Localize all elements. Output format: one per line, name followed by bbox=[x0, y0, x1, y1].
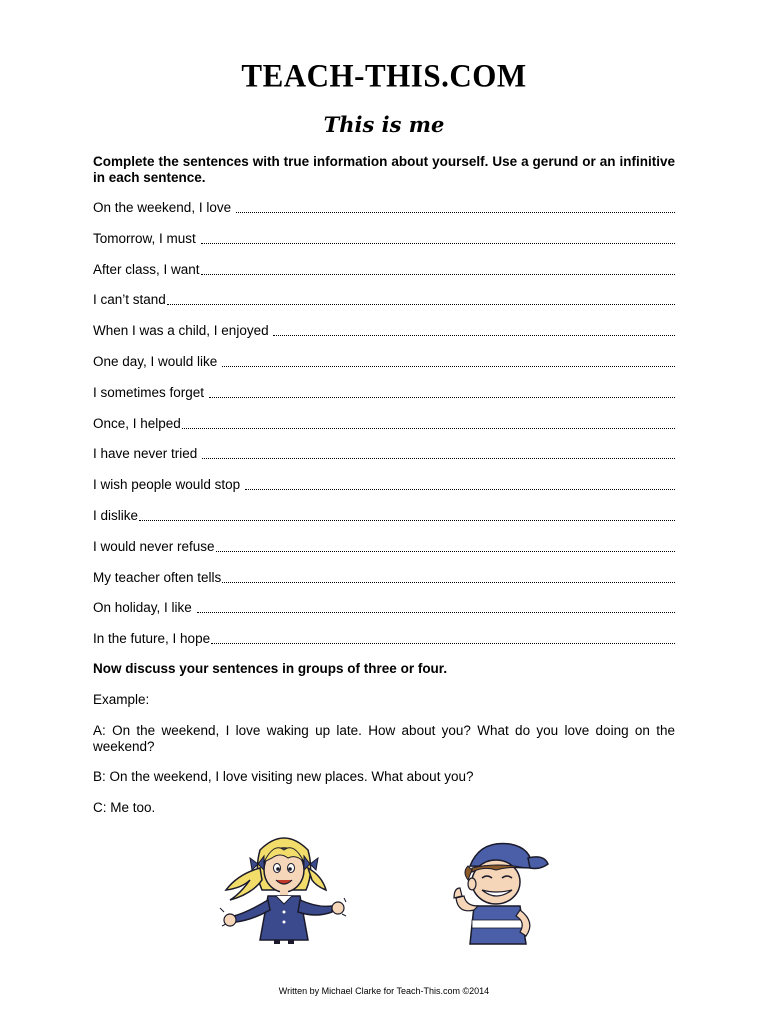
answer-blank[interactable] bbox=[222, 569, 675, 583]
answer-blank[interactable] bbox=[209, 384, 675, 398]
prompt-text: My teacher often tells bbox=[93, 569, 222, 585]
prompt-line[interactable] bbox=[93, 248, 675, 279]
dialogue-line-a: A: On the weekend, I love waking up late. How about you? What do you love doing on the weekend? bbox=[93, 723, 675, 754]
answer-blank[interactable] bbox=[182, 415, 675, 429]
boy-cap-thumb-icon bbox=[440, 836, 552, 948]
dialogue-line-b: B: On the weekend, I love visiting new places. What about you? bbox=[93, 769, 474, 784]
answer-blank[interactable] bbox=[273, 322, 675, 336]
prompt-text: Tomorrow, I must bbox=[93, 230, 200, 246]
answer-blank[interactable] bbox=[202, 445, 675, 459]
prompt-line[interactable] bbox=[93, 371, 675, 402]
answer-blank[interactable] bbox=[201, 261, 675, 275]
prompt-text: I have never tried bbox=[93, 446, 202, 462]
prompt-line[interactable] bbox=[93, 463, 675, 494]
prompt-line[interactable] bbox=[93, 217, 675, 248]
prompt-line[interactable] bbox=[93, 309, 675, 340]
prompt-line[interactable] bbox=[93, 556, 675, 587]
prompt-text: On holiday, I like bbox=[93, 600, 196, 616]
footer-credit: Written by Michael Clarke for Teach-This.com ©2014 bbox=[278, 986, 490, 996]
prompt-text: I dislike bbox=[93, 507, 139, 523]
site-title: TEACH-THIS.COM bbox=[241, 57, 527, 94]
prompt-text: Once, I helped bbox=[93, 415, 181, 431]
prompt-line[interactable] bbox=[93, 617, 675, 648]
prompt-list bbox=[93, 199, 675, 648]
instructions-text: Complete the sentences with true information about yourself. Use a gerund or an infinitive in each sentence. bbox=[93, 154, 675, 185]
answer-blank[interactable] bbox=[211, 630, 675, 644]
prompt-text: One day, I would like bbox=[93, 353, 222, 369]
prompt-line[interactable] bbox=[93, 199, 675, 217]
prompt-line[interactable] bbox=[93, 279, 675, 310]
answer-blank[interactable] bbox=[222, 353, 675, 367]
answer-blank[interactable] bbox=[201, 230, 675, 244]
prompt-line[interactable] bbox=[93, 525, 675, 556]
prompt-text: I sometimes forget bbox=[93, 384, 208, 400]
page-title: This is me bbox=[323, 112, 445, 137]
prompt-line[interactable] bbox=[93, 433, 675, 464]
prompt-text: I can’t stand bbox=[93, 292, 166, 308]
prompt-line[interactable] bbox=[93, 494, 675, 525]
prompt-text: In the future, I hope bbox=[93, 631, 211, 647]
prompt-line[interactable] bbox=[93, 587, 675, 618]
example-label: Example: bbox=[93, 692, 150, 707]
prompt-text: On the weekend, I love bbox=[93, 200, 235, 215]
dialogue-line-c: C: Me too. bbox=[93, 800, 156, 815]
answer-blank[interactable] bbox=[139, 507, 675, 521]
prompt-text: After class, I want bbox=[93, 261, 200, 277]
girl-arms-out-icon bbox=[218, 828, 350, 946]
prompt-line[interactable] bbox=[93, 340, 675, 371]
answer-blank[interactable] bbox=[216, 538, 675, 552]
answer-blank[interactable] bbox=[245, 476, 675, 490]
prompt-text: I would never refuse bbox=[93, 538, 215, 554]
prompt-text: When I was a child, I enjoyed bbox=[93, 323, 273, 339]
answer-blank[interactable] bbox=[236, 199, 675, 213]
discussion-heading: Now discuss your sentences in groups of three or four. bbox=[93, 661, 448, 676]
answer-blank[interactable] bbox=[167, 291, 675, 305]
prompt-line[interactable] bbox=[93, 402, 675, 433]
answer-blank[interactable] bbox=[197, 599, 675, 613]
prompt-text: I wish people would stop bbox=[93, 477, 244, 493]
